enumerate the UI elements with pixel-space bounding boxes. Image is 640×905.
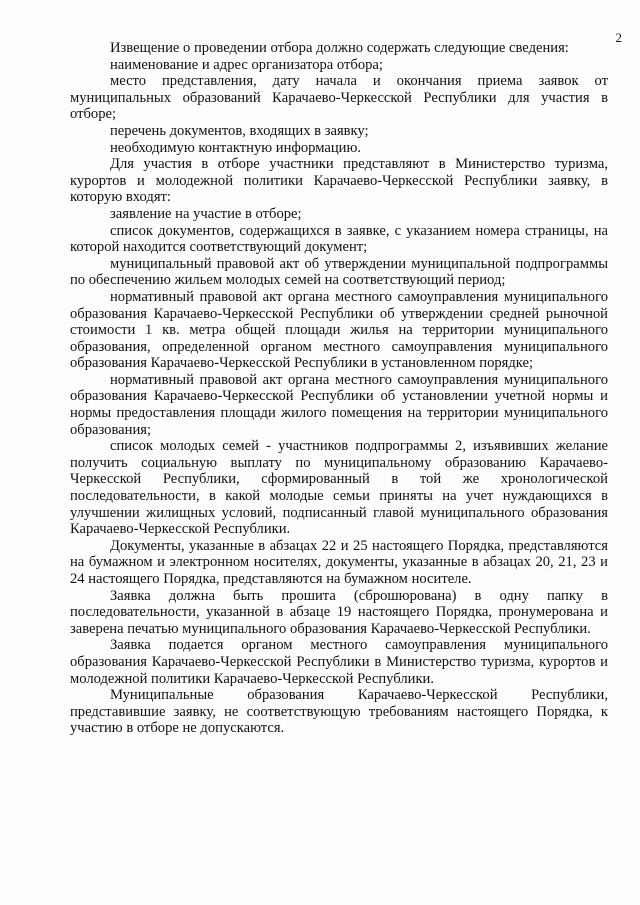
paragraph: Для участия в отборе участники представляют в Министерство туризма, курортов и молодежной политики Карачаево-Черкесской Республики заявку, в которую входят: [70, 156, 608, 206]
paragraph: муниципальный правовой акт об утверждении муниципальной подпрограммы по обеспечению жильем молодых семей на соответствующий период; [70, 255, 608, 289]
paragraph: Заявка подается органом местного самоуправления муниципального образования Карачаево-Черкесской Республики в Министерство туризма, курортов и молодежной политики Карачаево-Черкесской Республики. [70, 637, 608, 687]
paragraph: заявление на участие в отборе; [110, 205, 302, 222]
paragraph: наименование и адрес организатора отбора; [110, 56, 383, 73]
paragraph: Заявка должна быть прошита (сброшюрована) в одну папку в последовательности, указанной в абзаце 19 настоящего Порядка, пронумерована и заверена печатью муниципального образования Карачаево-Черкесской Республики. [70, 587, 608, 637]
paragraph: нормативный правовой акт органа местного самоуправления муниципального образования Карачаево-Черкесской Республики об утверждении средней рыночной стоимости 1 кв. метра общей площади жилья на территории муниципального образования, определенной органом местного самоуправления муниципального образования Карачаево-Черкесской Республики в установленном порядке; [70, 288, 608, 372]
paragraph: Муниципальные образования Карачаево-Черкесской Республики, представившие заявку, не соответствующую требованиям настоящего Порядка, к участию в отборе не допускаются. [70, 687, 608, 737]
paragraph: Извещение о проведении отбора должно содержать следующие сведения: [110, 40, 569, 56]
paragraph: необходимую контактную информацию. [110, 139, 362, 156]
paragraph: нормативный правовой акт органа местного самоуправления муниципального образования Карачаево-Черкесской Республики об установлении учетной нормы и нормы предоставления площади жилого помещения на территории муниципального образования; [70, 371, 608, 438]
paragraph: список молодых семей - участников подпрограммы 2, изъявивших желание получить социальную выплату по муниципальному образованию Карачаево-Черкесской Республики, сформированный в той же хронологической последовательности, в какой молодые семьи приняты на учет нуждающихся в улучшении жилищных условий, подписанный главой муниципального образования Карачаево-Черкесской Республики. [70, 438, 608, 538]
paragraph: Документы, указанные в абзацах 22 и 25 настоящего Порядка, представляются на бумажном и электронном носителях, документы, указанные в абзацах 20, 21, 23 и 24 настоящего Порядка, представляются на бумажном носителе. [70, 537, 608, 587]
paragraph: список документов, содержащихся в заявке, с указанием номера страницы, на которой находится соответствующий документ; [70, 222, 608, 256]
document-body [70, 40, 608, 737]
page-number: 2 [615, 30, 622, 45]
paragraph: место представления, дату начала и окончания приема заявок от муниципальных образований Карачаево-Черкесской Республики для участия в отборе; [70, 73, 608, 123]
paragraph: перечень документов, входящих в заявку; [110, 122, 369, 139]
